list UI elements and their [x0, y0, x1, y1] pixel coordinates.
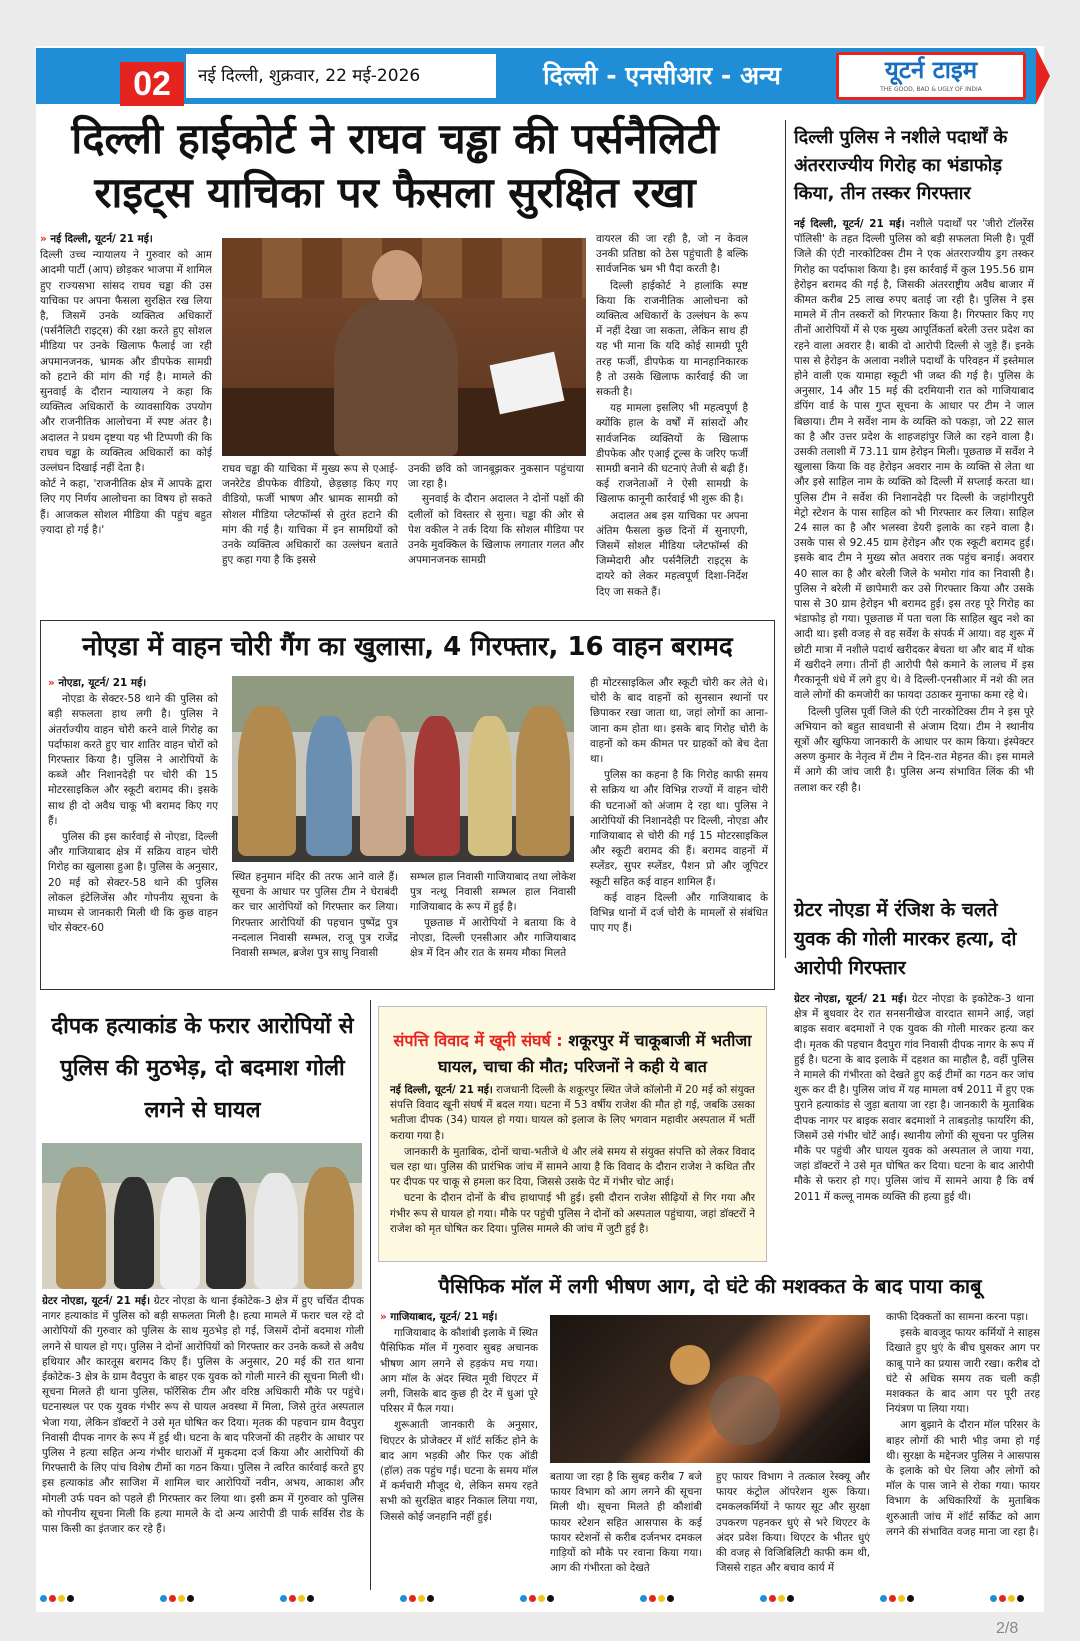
paragraph: राजधानी दिल्ली के शकूरपुर स्थित जेजे कॉलोनी में 20 मई को संयुक्त संपत्ति विवाद खूनी संघर्ष में बदल गया। घटना में 53 वर्षीय राजेश की मौत हो गई, जबकि उसका भतीजा दीपक (34) घायल हो गया। घायल को इलाज के लिए भगवान महावीर अस्पताल में भर्ती कराया गया है। [390, 1084, 755, 1142]
byline-mall-fire [380, 1311, 497, 1323]
byline-shakurpur [390, 1084, 493, 1096]
paragraph: कई वाहन दिल्ली और गाजियाबाद के विभिन्न थानों में दर्ज चोरी के मामलों से संबंधित पाए गए हैं। [590, 891, 768, 935]
article-vehicle-col2b [410, 870, 576, 984]
paragraph: पुलिस की इस कार्रवाई से नोएडा, दिल्ली और गाजियाबाद क्षेत्र में सक्रिय वाहन चोरी गिरोह का खुलासा हुआ है। पुलिस के अनुसार, 20 मई को सेक्टर-58 थाने की पुलिस लोकल इंटेलिजेंस और गोपनीय सूचना के माध्यम से जानकारी मिली थी कि कुछ वाहन चोर सेक्टर-60 [48, 831, 218, 935]
byline-vehicle [48, 677, 146, 689]
dateline: नई दिल्ली, शुक्रवार, 22 मई-2026 [186, 54, 496, 98]
page-number: 02 [120, 62, 184, 106]
byline-gnoida-murder [794, 993, 907, 1005]
photo-mall-fire [550, 1315, 870, 1463]
article-raghav-col2a: राघव चड्ढा की याचिका में मुख्य रूप से एआई-जनरेटेड डीपफेक वीडियो, छेड़छाड़ किए गए वीडियो, फर्जी भाषण और भ्रामक सामग्री को सोशल मीडिया प्लेटफॉर्म्स से तुरंत हटाने की मांग की गई है। याचिका में इन सामग्रियों को उनके व्यक्तित्व अधिकारों का उल्लंघन बताते हुए कहा गया है कि इससे [222, 463, 398, 567]
paragraph: दिल्ली उच्च न्यायालय ने गुरुवार को आम आदमी पार्टी (आप) छोड़कर भाजपा में शामिल हुए राज्यसभा सांसद राघव चड्ढा की उस याचिका पर अपना फैसला सुरक्षित रख लिया है, जिसमें उनके व्यक्तित्व अधिकारों (पर्सनैलिटी राइट्स) की रक्षा करते हुए सोशल मीडिया पर उनके खिलाफ फैलाई जा रही अपमानजनक, भ्रामक और डीपफेक सामग्री को हटाने की मांग की गई है। मामले की सुनवाई के दौरान न्यायालय ने कहा कि व्यक्तित्व अधिकारों के व्यावसायिक उपयोग और राजनीतिक आलोचना में स्पष्ट अंतर है। अदालत ने प्रथम दृष्टया यह भी टिप्पणी की कि राघव चड्ढा के व्यक्तित्व अधिकारों का कोई उल्लंघन दिखाई नहीं देता है। [40, 249, 212, 475]
byline-text: नोएडा, यूटर्न/ 21 मई। [58, 677, 147, 689]
paragraph: गाजियाबाद के कौशांबी इलाके में स्थित पैसिफिक मॉल में गुरुवार सुबह अचानक भीषण आग लगने से हड़कंप मच गया। आग मॉल के अंदर स्थित मूवी थिएटर में लगी, जिसके बाद कुछ ही देर में धुआं पूरे परिसर में फैल गया। [380, 1327, 538, 1416]
headline-vehicle-theft: नोएडा में वाहन चोरी गैंग का खुलासा, 4 गिरफ्तार, 16 वाहन बरामद [82, 632, 733, 662]
byline-text: ग्रेटर नोएडा, यूटर्न/ 21 मई। [794, 993, 907, 1005]
paragraph: शुरूआती जानकारी के अनुसार, थिएटर के प्रोजेक्टर में शॉर्ट सर्किट होने के बाद आग भड़की और फिर एक ऑडी (हॉल) तक पहुंच गई। घटना के समय मॉल में कर्मचारी मौजूद थे, लेकिन समय रहते सभी को सुरक्षित बाहर निकाल लिया गया, जिससे कोई जनहानि नहीं हुई। [380, 1419, 538, 1523]
article-raghav-col1 [40, 232, 212, 607]
article-mall-fire-col2a: बताया जा रहा है कि सुबह करीब 7 बजे फायर विभाग को आग लगने की सूचना मिली थी। सूचना मिलते ही कौशांबी फायर स्टेशन सहित आसपास के कई फायर स्टेशनों से करीब दर्जनभर दमकल गाड़ियों को मौके पर रवाना किया गया। आग की गंभीरता को देखते [550, 1471, 702, 1575]
paragraph: पूछताछ में आरोपियों ने बताया कि वे नोएडा, दिल्ली एनसीआर और गाजियाबाद क्षेत्र में दिन और रात के समय मौका मिलते [410, 916, 576, 960]
byline-encounter [42, 1295, 150, 1307]
registration-dots [760, 1595, 796, 1602]
paragraph: कोर्ट ने कहा, 'राजनीतिक क्षेत्र में आपके द्वारा लिए गए निर्णय आलोचना का विषय हो सकते हैं। आजकल सोशल मीडिया की पहुंच बहुत ज़्यादा हो गई है।' [40, 478, 212, 536]
logo-text: यूटर्न टाइम [884, 56, 978, 84]
header-arrow [1036, 48, 1050, 104]
registration-dots [40, 1595, 76, 1602]
headline-raghav: दिल्ली हाईकोर्ट ने राघव चड्ढा की पर्सनैलिटी राइट्स याचिका पर फैसला सुरक्षित रखा [71, 114, 719, 217]
headline-drug-bust: दिल्ली पुलिस ने नशीले पदार्थों के अंतरराज्यीय गिरोह का भंडाफोड़ किया, तीन तस्कर गिरफ्तार [794, 127, 1008, 204]
article-drug-bust [794, 217, 1034, 889]
page-indicator: 2/8 [996, 1620, 1019, 1637]
byline-text: गाजियाबाद, यूटर्न/ 21 मई। [390, 1311, 498, 1323]
byline-drug [794, 218, 905, 230]
byline-raghav [40, 233, 153, 245]
paragraph: ही मोटरसाइकिल और स्कूटी चोरी कर लेते थे। चोरी के बाद वाहनों को सुनसान स्थानों पर छिपाकर रखा जाता था, जहां लोगों का आना-जाना कम होता था। इसके बाद गिरोह चोरी के वाहनों को कम कीमत पर ग्राहकों को बेच देता था। [590, 677, 768, 766]
byline-text: नई दिल्ली, यूटर्न/ 21 मई। [50, 233, 153, 245]
paragraph: ग्रेटर नोएडा के थाना ईकोटेक-3 क्षेत्र में हुए चर्चित दीपक नागर हत्याकांड में पुलिस को बड़ी सफलता मिली है। हत्या मामले में फरार चल रहे दो आरोपियों की गुरुवार को पुलिस के साथ मुठभेड़ हो गई, जिसमें दोनों बदमाश गोली लगने से घायल हो गए। पुलिस ने दोनों आरोपियों को गिरफ्तार कर उनके कब्जे से अवैध हथियार और कारतूस बरामद किए हैं। पुलिस के अनुसार, 20 मई की रात थाना ईकोटेक-3 क्षेत्र के ग्राम वैदपुरा के बाहर एक युवक को गोली मारने की सूचना मिली थी। सूचना मिलते ही थाना पुलिस, फॉरेंसिक टीम और वरिष्ठ अधिकारी मौके पर पहुंचे। घटनास्थल पर एक युवक गंभीर रूप से घायल अवस्था में मिला, जिसे तुरंत अस्पताल भेजा गया, लेकिन डॉक्टरों ने उसे मृत घोषित कर दिया। मृतक की पहचान ग्राम वैदपुरा निवासी दीपक नागर के रूप में हुई थी। घटना के बाद परिजनों की तहरीर के आधार पर पुलिस ने हत्या सहित अन्य गंभीर धाराओं में मुकदमा दर्ज किया और आरोपियों की गिरफ्तारी के लिए पांच विशेष टीमों का गठन किया। पुलिस ने त्वरित कार्रवाई करते हुए इस हत्याकांड और साजिश में शामिल चार आरोपियों नवीन, अभय, आकाश और मोगली उर्फ पवन को पहले ही गिरफ्तार कर लिया था। इसी क्रम में गुरुवार को पुलिस को गोपनीय सूचना मिली कि हत्या मामले के दो अन्य आरोपी डी पार्क सर्विस रोड के पास किसी का इंतजार कर रहे हैं। [42, 1295, 364, 1536]
headline-mall-fire: पैसिफिक मॉल में लगी भीषण आग, दो घंटे की मशक्कत के बाद पाया काबू [438, 1274, 982, 1298]
headline-shakurpur [390, 1028, 755, 1080]
paragraph: अदालत अब इस याचिका पर अपना अंतिम फैसला कुछ दिनों में सुनाएगी, जिसमें सोशल मीडिया प्लेटफॉर्म्स की जिम्मेदारी और पर्सनैलिटी राइट्स के दायरे को लेकर महत्वपूर्ण दिशा-निर्देश दिए जा सकते हैं। [596, 509, 748, 598]
registration-dots [640, 1595, 676, 1602]
article-vehicle-col1 [48, 676, 218, 984]
paragraph: घटना के दौरान दोनों के बीच हाथापाई भी हुई। इसी दौरान राजेश सीढ़ियों से गिर गया और गंभीर रूप से घायल हो गया। मौके पर पहुंची पुलिस ने दोनों को अस्पताल पहुंचाया, जहां डॉक्टरों ने राजेश को मृत घोषित कर दिया। पुलिस मामले की जांच में जुटी हुई है। [390, 1192, 755, 1235]
paragraph: सम्भल हाल निवासी गाजियाबाद तथा लोकेश पुत्र नत्थू निवासी सम्भल हाल निवासी गाजियाबाद के रूप में हुई है। [410, 871, 576, 914]
paragraph: दिल्ली हाईकोर्ट ने हालांकि स्पष्ट किया कि राजनीतिक आलोचना को व्यक्तित्व अधिकारों के उल्लंघन के रूप में नहीं देखा जा सकता, लेकिन साथ ही यह भी माना कि यदि कोई सामग्री पूरी तरह फर्जी, डीपफेक या मानहानिकारक है तो उसके खिलाफ कार्रवाई की जा सकती है। [596, 279, 748, 399]
byline-marker-icon: » [380, 1311, 387, 1323]
newspaper-logo [836, 52, 1026, 100]
paragraph: वायरल की जा रही है, जो न केवल उनकी प्रतिष्ठा को ठेस पहुंचाती है बल्कि सार्वजनिक भ्रम भी पैदा करती है। [596, 233, 748, 276]
paragraph: सुनवाई के दौरान अदालत ने दोनों पक्षों की दलीलों को विस्तार से सुना। चड्ढा की ओर से पेश वकील ने तर्क दिया कि सोशल मीडिया पर उनके मुवक्किल के खिलाफ लगातार गलत और अपमानजनक सामग्री [408, 493, 584, 567]
masthead [36, 48, 1044, 104]
registration-dots [520, 1595, 556, 1602]
paragraph: दिल्ली पुलिस पूर्वी जिले की एंटी नारकोटिक्स टीम ने इस पूरे अभियान को बहुत सावधानी से अंजाम दिया। टीम ने स्थानीय सूत्रों और खुफिया जानकारी के आधार पर काम किया। इंस्पेक्टर अरुण कुमार के नेतृत्व में टीम ने दिन-रात मेहनत की। इस मामले में आगे की जांच जारी है। पुलिस अन्य संभावित लिंक की भी तलाश कर रही है। [794, 705, 1034, 794]
paragraph: इसके बावजूद फायर कर्मियों ने साहस दिखाते हुए धुएं के बीच घुसकर आग पर काबू पाने का प्रयास जारी रखा। करीब दो घंटे से अधिक समय तक चली कड़ी मशक्कत के बाद आग पर पूरी तरह नियंत्रण पा लिया गया। [886, 1327, 1040, 1416]
byline-text: ग्रेटर नोएडा, यूटर्न/ 21 मई। [42, 1295, 151, 1307]
headline-gnoida-murder: ग्रेटर नोएडा में रंजिश के चलते युवक की गोली मारकर हत्या, दो आरोपी गिरफ्तार [794, 899, 1017, 979]
byline-marker-icon: » [40, 233, 47, 245]
article-raghav-col2b [408, 462, 584, 608]
kicker-shakurpur: संपत्ति विवाद में खूनी संघर्ष : [393, 1031, 563, 1050]
column-divider [785, 120, 786, 958]
paragraph: उनकी छवि को जानबूझकर नुकसान पहुंचाया जा रहा है। [408, 463, 584, 491]
byline-marker-icon: » [48, 677, 55, 689]
logo-tagline: THE GOOD, BAD & UGLY OF INDIA [880, 86, 982, 93]
article-mall-fire-col2b: हुए फायर विभाग ने तत्काल रेस्क्यू और फायर कंट्रोल ऑपरेशन शुरू किया। दमकलकर्मियों ने फायर सूट और सुरक्षा उपकरण पहनकर धुएं से भरे थिएटर के अंदर प्रवेश किया। थिएटर के भीतर धुएं की वजह से विजिबिलिटी काफी कम थी, जिससे राहत और बचाव कार्य में [716, 1471, 870, 1575]
column-divider [370, 1000, 371, 1590]
paragraph: जानकारी के मुताबिक, दोनों चाचा-भतीजे थे और लंबे समय से संयुक्त संपत्ति को लेकर विवाद चल रहा था। पुलिस की प्रारंभिक जांच में सामने आया है कि विवाद के दौरान राजेश ने कथित तौर पर दीपक पर चाकू से हमला कर दिया, जिससे उसके पेट में गंभीर चोट आई। [390, 1145, 755, 1189]
photo-encounter-accused [42, 1143, 362, 1289]
registration-dots [160, 1595, 196, 1602]
article-vehicle-col2a: स्थित हनुमान मंदिर की तरफ आने वाले हैं। सूचना के आधार पर पुलिस टीम ने घेराबंदी कर चार आरोपियों को गिरफ्तार कर लिया। गिरफ्तार आरोपियों की पहचान पुष्पेंद्र पुत्र नन्दलाल निवासी सम्भल, राजू पुत्र राजेंद्र निवासी सम्भल, ब्रजेश पुत्र साधु निवासी [232, 871, 398, 960]
registration-dots [400, 1595, 436, 1602]
paragraph: यह मामला इसलिए भी महत्वपूर्ण है क्योंकि हाल के वर्षों में सांसदों और सार्वजनिक व्यक्तियों के खिलाफ डीपफेक और एआई टूल्स के जरिए फर्जी सामग्री बनाने की घटनाएं तेजी से बढ़ी हैं। कई राजनेताओं ने ऐसी सामग्री के खिलाफ कानूनी कार्रवाई भी शुरू की है। [596, 402, 748, 506]
registration-dots [280, 1595, 316, 1602]
registration-dots [990, 1595, 1026, 1602]
article-gnoida-murder [794, 992, 1034, 1260]
article-mall-fire-col1 [380, 1310, 538, 1590]
article-raghav-col3 [596, 232, 748, 607]
byline-text: नई दिल्ली, यूटर्न/ 21 मई। [794, 218, 905, 230]
paragraph: नशीले पदार्थों पर 'जीरो टॉलरेंस पॉलिसी' के तहत दिल्ली पुलिस को बड़ी सफलता मिली है। पूर्वी जिले की एंटी नारकोटिक्स टीम ने एक अंतरराज्यीय ड्रग तस्कर गिरोह का पर्दाफाश किया है। इस कार्रवाई में कुल 195.56 ग्राम हेरोइन बरामद की गई है, जिसकी अंतरराष्ट्रीय अवैध बाजार में कीमत करीब 25 लाख रुपए बताई जा रही है। पुलिस ने इस मामले में तीन तस्करों को गिरफ्तार किया है। गिरफ्तार किए गए तीनों आरोपियों में से एक मुख्य आपूर्तिकर्ता बरेली उत्तर प्रदेश का रहने वाला अवरार है। बाकी दो आरोपी दिल्ली से जुड़े हैं। इनके पास से हेरोइन के अलावा नशीले पदार्थों के परिवहन में इस्तेमाल होने वाली एक यामाहा स्कूटी भी जब्त की गई है। पुलिस के अनुसार, 14 और 15 मई की दरमियानी रात को गाजियाबाद डंपिंग वार्ड के पास गुप्त सूचना के आधार पर टीम ने जाल बिछाया। टीम ने सर्वेश नाम के व्यक्ति को पकड़ा, जो 22 साल का है और उत्तर प्रदेश के शाहजहांपुर जिले का रहने वाला है। उसकी तलाशी में 73.11 ग्राम हेरोइन मिली। पूछताछ में सर्वेश ने खुलासा किया कि वह हेरोइन अवरार नाम के व्यक्ति से लेता था और इसे साहिल नाम के व्यक्ति को दिल्ली में सप्लाई करता था। पुलिस टीम ने सर्वेश की निशानदेही पर दिल्ली के जहांगीरपुरी मेट्रो स्टेशन के पास साहिल को भी गिरफ्तार कर लिया। साहिल 24 साल का है और भलस्वा डेयरी इलाके का रहने वाला है। उसके पास से 92.45 ग्राम हेरोइन और एक स्कूटी बरामद हुई। इसके बाद टीम ने मुख्य स्रोत अवरार तक पहुंच बनाई। अवरार 40 साल का है और बरेली जिले के भमोरा गांव का निवासी है। पुलिस ने बरेली में छापेमारी कर उसे गिरफ्तार किया और उसके पास से 30 ग्राम हेरोइन भी बरामद हुई। इस तरह पूरे गिरोह का भंडाफोड़ हो गया। पूछताछ में पता चला कि साहिल खुद नशे का आदी था। इसी वजह से वह सर्वेश के संपर्क में आया। वह शुरू में छोटी मात्रा में नशीले पदार्थ खरीदकर बेचता था और बाद में थोक में खरीदने लगा। तीनों ही आरोपी पैसे कमाने के लालच में इस गैरकानूनी धंधे में लगे हुए थे। वे दिल्ली-एनसीआर में नशे की लत वाले लोगों की कमजोरी का फायदा उठाकर मुनाफा कमा रहे थे। [794, 218, 1034, 702]
paragraph: नोएडा के सेक्टर-58 थाने की पुलिस को बड़ी सफलता हाथ लगी है। पुलिस ने अंतर्राज्यीय वाहन चोरी करने वाले गिरोह का पर्दाफाश करते हुए चार शातिर वाहन चोरों को गिरफ्तार किया है। पुलिस ने आरोपियों के कब्जे और निशानदेही पर चोरी की 15 मोटरसाइकिल और स्कूटी बरामद की। इसके साथ ही दो अवैध चाकू भी बरामद किए गए हैं। [48, 693, 218, 827]
paragraph: ग्रेटर नोएडा के इकोटेक-3 थाना क्षेत्र में बुधवार देर रात सनसनीखेज वारदात सामने आई, जहां बाइक सवार बदमाशों ने एक युवक की गोली मारकर हत्या कर दी। मृतक की पहचान वैदपुरा गांव निवासी दीपक नागर के रूप में हुई है। घटना के बाद इलाके में दहशत का माहौल है, वहीं पुलिस ने मामले की गंभीरता को देखते हुए कई टीमों का गठन कर जांच शुरू कर दी है। पुलिस जांच में यह मामला वर्ष 2011 में हुए एक पुराने हत्याकांड से जुड़ा बताया जा रहा है। जानकारी के मुताबिक दीपक नागर पर बाइक सवार बदमाशों ने ताबड़तोड़ फायरिंग की, जिसमें उसे गंभीर चोटें आईं। स्थानीय लोगों की सूचना पर पुलिस मौके पर पहुंची और घायल युवक को अस्पताल ले जाया गया, जहां डॉक्टरों ने उसे मृत घोषित कर दिया। घटना के बाद आरोपी मौके से फरार हो गए। पुलिस जांच में सामने आया है कि वर्ष 2011 में कल्लू नामक व्यक्ति की हत्या हुई थी। [794, 993, 1034, 1203]
section-title: दिल्ली - एनसीआर - अन्य [543, 61, 781, 90]
headline-deepak-encounter: दीपक हत्याकांड के फरार आरोपियों से पुलिस की मुठभेड़, दो बदमाश गोली लगने से घायल [51, 1014, 354, 1123]
headline-text: शकूरपुर में चाकूबाजी में भतीजा घायल, चाचा की मौत; परिजनों ने कही ये बात [438, 1031, 752, 1076]
photo-raghav-chadha [222, 238, 586, 456]
paragraph: आग बुझाने के दौरान मॉल परिसर के बाहर लोगों की भारी भीड़ जमा हो गई थी। सुरक्षा के मद्देनजर पुलिस ने आसपास के इलाके को घेर लिया और लोगों को मॉल के पास जाने से रोका गया। फायर विभाग के अधिकारियों के मुताबिक शुरुआती जांच में शॉर्ट सर्किट को आग लगने की संभावित वजह माना जा रहा है। [886, 1419, 1040, 1538]
article-vehicle-col3 [590, 676, 768, 984]
paragraph: पुलिस का कहना है कि गिरोह काफी समय से सक्रिय था और विभिन्न राज्यों में वाहन चोरी की घटनाओं को अंजाम दे रहा था। पुलिस ने आरोपियों की निशानदेही पर दिल्ली, नोएडा और गाजियाबाद से चोरी की गई 15 मोटरसाइकिल और स्कूटी बरामद की हैं। बरामद वाहनों में स्प्लेंडर, सुपर स्प्लेंडर, पैशन प्रो और जूपिटर स्कूटी सहित कई वाहन शामिल हैं। [590, 769, 768, 888]
paragraph: काफी दिक्कतों का सामना करना पड़ा। [886, 1311, 1029, 1323]
byline-text: नई दिल्ली, यूटर्न/ 21 मई। [390, 1084, 493, 1096]
article-deepak-encounter [42, 1294, 364, 1590]
photo-vehicle-theft-accused [232, 676, 574, 862]
article-mall-fire-col3 [886, 1310, 1040, 1590]
article-shakurpur [390, 1083, 755, 1257]
registration-dots [880, 1595, 916, 1602]
